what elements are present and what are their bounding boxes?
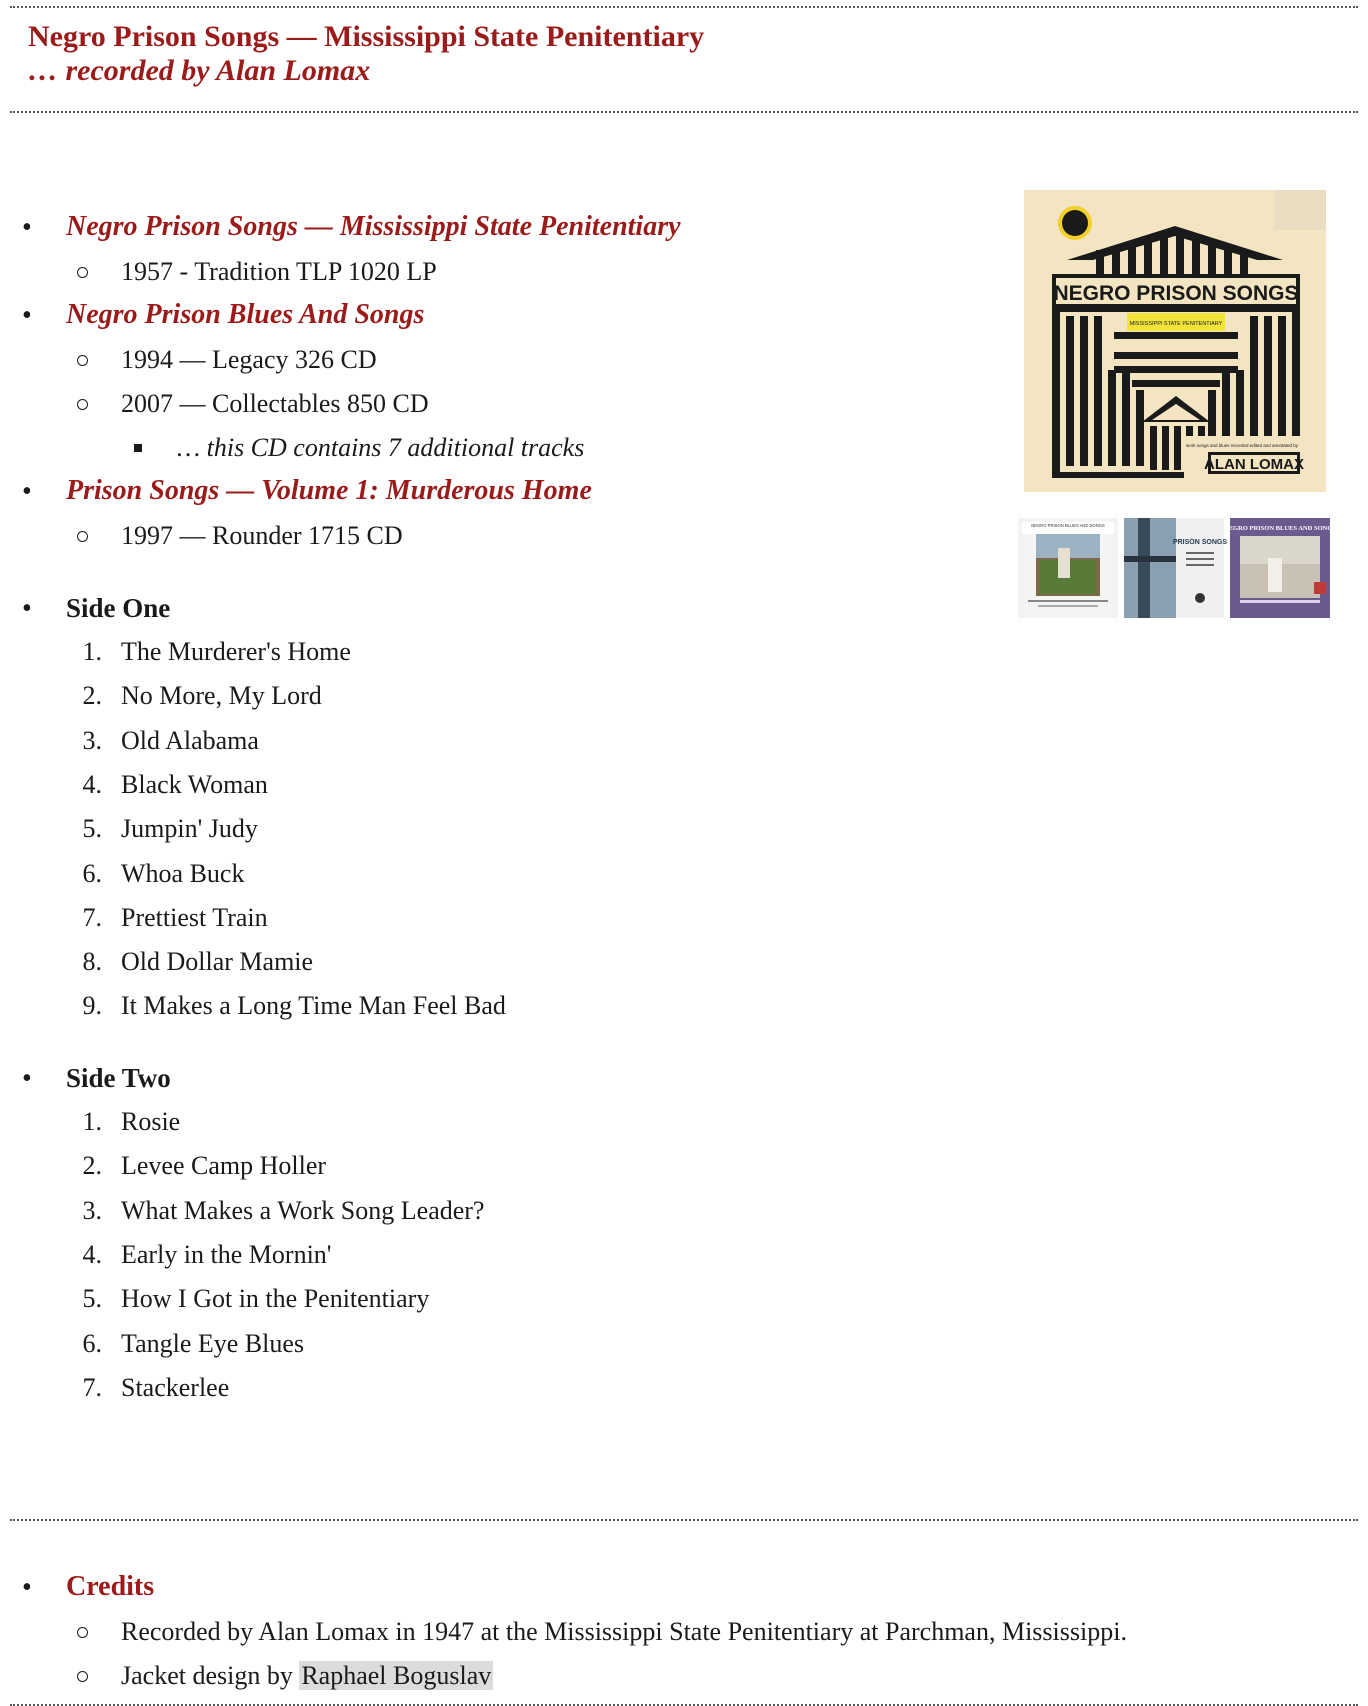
thumbnail-art xyxy=(1224,518,1336,618)
track-number: 5. xyxy=(82,814,102,844)
list-bullet xyxy=(22,593,32,625)
release-title[interactable]: Negro Prison Blues And Songs xyxy=(66,299,425,330)
track-number: 5. xyxy=(82,1284,102,1314)
credits-jacket xyxy=(121,1660,493,1692)
track-title: How I Got in the Penitentiary xyxy=(121,1284,430,1314)
track-number: 6. xyxy=(82,1328,102,1358)
edition-item: 1997 — Rounder 1715 CD xyxy=(121,521,403,550)
track-number: 2. xyxy=(82,681,102,711)
edition-item: 2007 — Collectables 850 CD xyxy=(121,389,429,418)
thumbnail-art xyxy=(1124,518,1228,618)
list-bullet xyxy=(77,399,88,410)
edition-note: … this CD contains 7 additional tracks xyxy=(177,433,585,462)
thumbnail-negro-prison-blues-cd[interactable] xyxy=(1018,518,1118,618)
header-rule xyxy=(10,111,1358,113)
cover-band-title: NEGRO PRISON SONGS xyxy=(1053,282,1299,305)
track-title: Levee Camp Holler xyxy=(121,1151,327,1181)
designer-link[interactable]: Raphael Boguslav xyxy=(301,1661,492,1690)
album-cover[interactable] xyxy=(1024,190,1326,492)
page-subtitle: … recorded by Alan Lomax xyxy=(28,54,371,87)
thumbnail-caption: PRISON SONGS xyxy=(1172,539,1228,546)
release-title[interactable]: Negro Prison Songs — Mississippi State Penitentiary xyxy=(66,211,681,242)
credits-heading: Credits xyxy=(66,1571,155,1602)
thumbnail-caption: NEGRO PRISON BLUES AND SONGS xyxy=(1031,523,1105,528)
track-title: Black Woman xyxy=(121,769,268,799)
list-bullet xyxy=(22,476,32,508)
track-title: Prettiest Train xyxy=(121,902,268,932)
track-number: 7. xyxy=(82,1372,102,1402)
list-bullet xyxy=(22,1572,32,1604)
track-number: 1. xyxy=(82,637,102,666)
side-one-heading: Side One xyxy=(66,593,171,623)
credits-jacket-prefix: Jacket design by xyxy=(121,1661,300,1690)
track-title: Early in the Mornin' xyxy=(121,1239,332,1269)
list-bullet xyxy=(22,1063,32,1095)
track-number: 2. xyxy=(82,1151,102,1181)
track-title: It Makes a Long Time Man Feel Bad xyxy=(121,991,506,1021)
track-number: 3. xyxy=(82,1195,102,1225)
track-title: No More, My Lord xyxy=(121,681,322,711)
track-number: 9. xyxy=(82,991,102,1021)
edition-item: 1994 — Legacy 326 CD xyxy=(121,345,377,374)
track-title: Stackerlee xyxy=(121,1372,230,1402)
release-title[interactable]: Prison Songs — Volume 1: Murderous Home xyxy=(66,475,592,506)
track-number: 1. xyxy=(82,1107,102,1136)
thumbnail-collectables-cd[interactable] xyxy=(1224,518,1336,618)
list-bullet xyxy=(77,1671,88,1682)
cover-yellow-label: MISSISSIPPI STATE PENITENTIARY xyxy=(1129,321,1223,327)
track-number: 6. xyxy=(82,858,102,888)
credits-recorded: Recorded by Alan Lomax in 1947 at the Mississippi State Penitentiary at Parchman, Mississippi. xyxy=(121,1617,1127,1646)
list-bullet xyxy=(77,267,88,278)
list-bullet xyxy=(77,355,88,366)
track-number: 4. xyxy=(82,1239,102,1269)
list-bullet xyxy=(77,531,88,542)
thumbnail-caption: NEGRO PRISON BLUES AND SONGS xyxy=(1224,525,1336,532)
list-bullet xyxy=(77,1627,88,1638)
thumbnail-art xyxy=(1018,518,1118,618)
cover-artwork xyxy=(1024,190,1326,492)
track-number: 4. xyxy=(82,769,102,799)
track-title: Tangle Eye Blues xyxy=(121,1328,305,1358)
cover-tiny-text: work songs and blues recorded edited and annotated by xyxy=(1185,443,1299,448)
list-bullet xyxy=(22,212,32,244)
list-bullet xyxy=(22,300,32,332)
track-title: Whoa Buck xyxy=(121,858,245,888)
track-number: 7. xyxy=(82,902,102,932)
list-bullet xyxy=(134,444,142,452)
credits-rule xyxy=(10,1519,1358,1521)
edition-item: 1957 - Tradition TLP 1020 LP xyxy=(121,257,437,286)
track-title: The Murderer's Home xyxy=(121,637,351,666)
track-title: Jumpin' Judy xyxy=(121,814,258,844)
page-header xyxy=(28,20,704,88)
track-number: 3. xyxy=(82,725,102,755)
track-title: Old Alabama xyxy=(121,725,259,755)
thumbnail-prison-songs-rounder[interactable] xyxy=(1124,518,1228,618)
top-rule xyxy=(10,6,1358,8)
track-title: What Makes a Work Song Leader? xyxy=(121,1195,485,1225)
track-title: Rosie xyxy=(121,1107,181,1136)
track-title: Old Dollar Mamie xyxy=(121,947,314,977)
page-title: Negro Prison Songs — Mississippi State Penitentiary xyxy=(28,20,705,53)
side-two-heading: Side Two xyxy=(66,1063,171,1093)
track-number: 8. xyxy=(82,947,102,977)
cover-artist-label: ALAN LOMAX xyxy=(1204,456,1304,473)
